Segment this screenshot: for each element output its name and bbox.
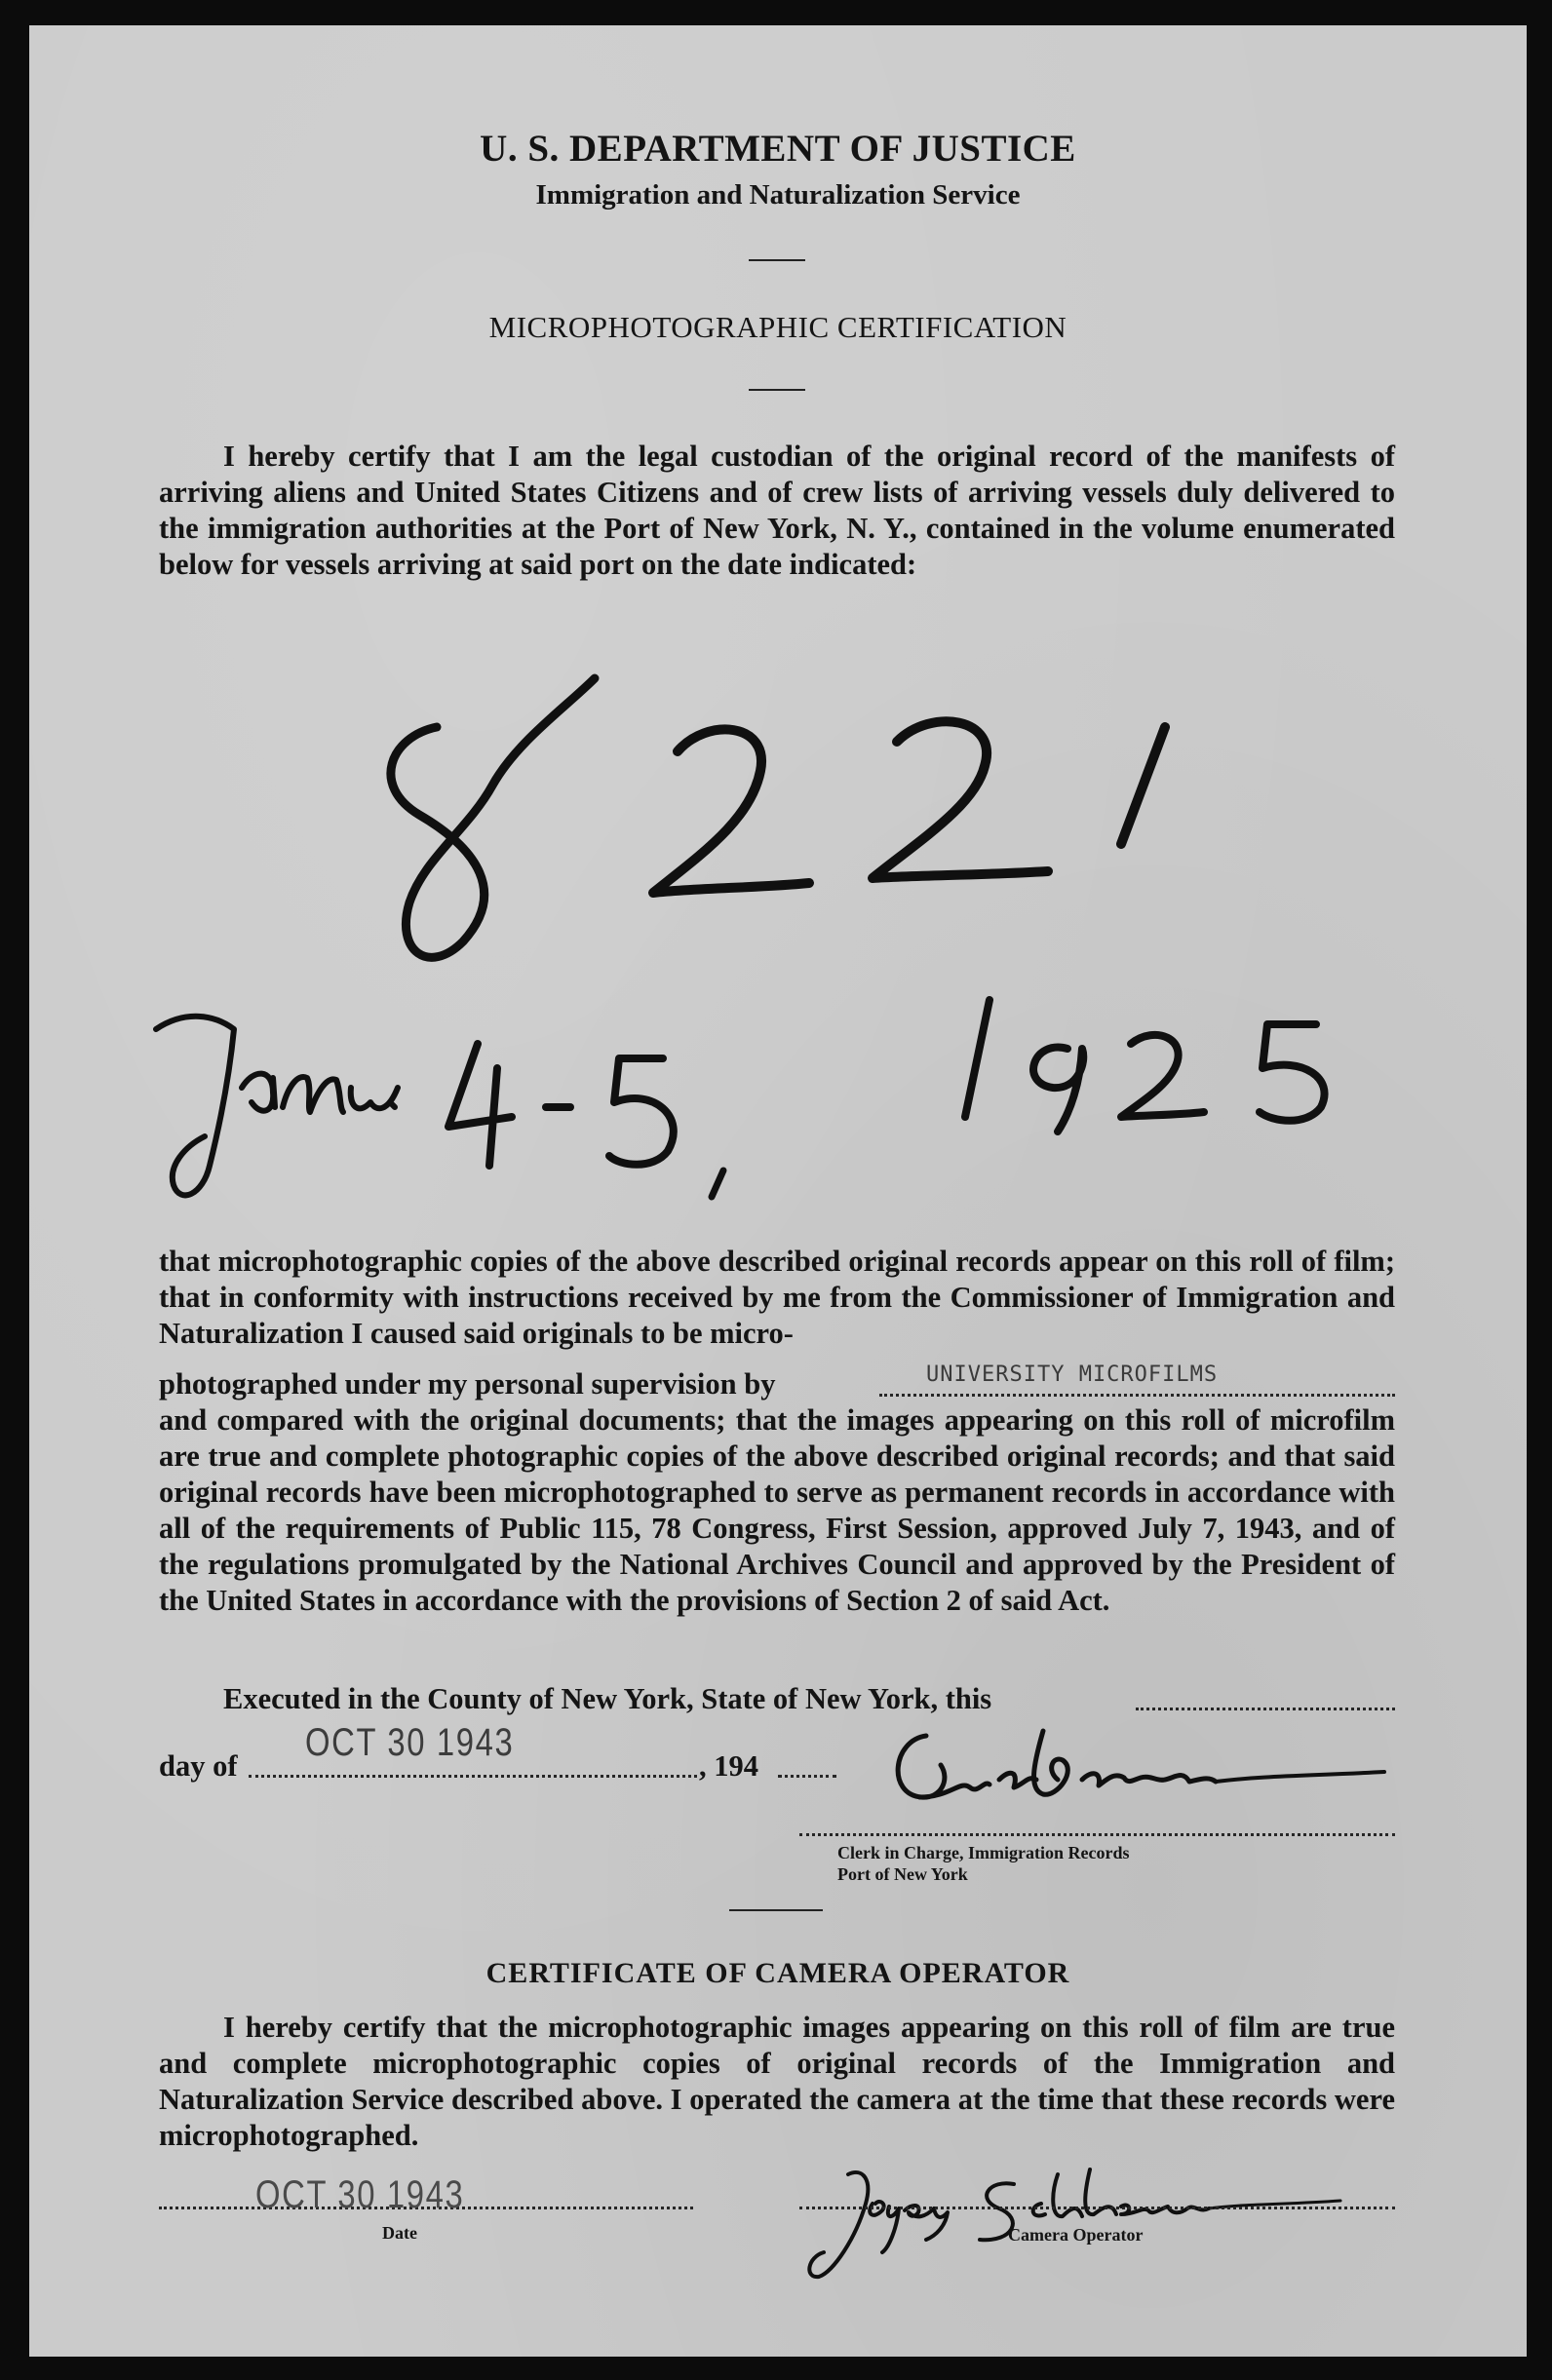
clerk-signature-line xyxy=(799,1833,1395,1836)
supervision-prefix: photographed under my personal supervision by xyxy=(159,1367,776,1401)
certification-title: MICROPHOTOGRAPHIC CERTIFICATION xyxy=(488,310,1067,344)
handwritten-date xyxy=(127,971,1394,1224)
day-of-dotted-line xyxy=(249,1775,697,1778)
section-divider xyxy=(749,389,805,391)
clerk-title-line2: Port of New York xyxy=(837,1864,968,1884)
camera-operator-signature-line xyxy=(799,2207,1395,2209)
executed-dotted-line xyxy=(1136,1708,1395,1710)
service-subtitle: Immigration and Naturalization Service xyxy=(535,179,1021,211)
year-dotted-line xyxy=(778,1775,836,1778)
day-of-stamp: OCT 30 1943 xyxy=(305,1721,515,1764)
camera-section-divider xyxy=(729,1909,823,1911)
year-prefix: , 194 xyxy=(699,1749,758,1783)
certificate-sheet xyxy=(29,25,1527,2357)
camera-operator-signature xyxy=(780,2150,1365,2286)
operator-date-stamp: OCT 30 1943 xyxy=(255,2173,465,2216)
certification-intro: I hereby certify that I am the legal custodian of the original record of the manifests of arriving aliens and United States Citizens and of crew lists of arriving vessels duly delivered to the immigration authorities at the Port of New York, N. Y., contained in the volume enumerated below for vessels arriving at said port on the date indicated: xyxy=(159,440,1395,581)
camera-operator-text: I hereby certify that the microphotographic images appearing on this roll of film are true and complete microphotographic copies of original records of the Immigration and Naturalization Service described above. I operated the camera at the time that these records were microphotographed. xyxy=(159,2011,1395,2152)
camera-operator-title: CERTIFICATE OF CAMERA OPERATOR xyxy=(485,1957,1070,1989)
day-of-label: day of xyxy=(159,1749,238,1783)
operator-date-label: Date xyxy=(382,2223,417,2243)
clerk-signature xyxy=(873,1711,1399,1819)
handwritten-volume-number xyxy=(351,649,1209,980)
certification-body-part2: and compared with the original documents; that the images appearing on this roll of microfilm are true and complete photographic copies of the above described original records; and that said original records have been microphotographed to serve as permanent records in accordance with all of the requirements of Public 115, 78 Congress, First Session, approved July 7, 1943, and of the regulations promulgated by the National Archives Council and approved by the President of the United States in accordance with the provisions of Section 2 of said Act. xyxy=(159,1403,1395,1617)
camera-operator-label: Camera Operator xyxy=(1008,2225,1144,2245)
clerk-title-line1: Clerk in Charge, Immigration Records xyxy=(837,1843,1130,1862)
supervision-dotted-line xyxy=(879,1394,1395,1397)
supervision-value: UNIVERSITY MICROFILMS xyxy=(926,1363,1219,1387)
certification-body-part1: that microphotographic copies of the above described original records appear on this roll of film; that in conformity with instructions received by me from the Commissioner of Immigration and Naturalization I caused said originals to be micro- xyxy=(159,1245,1395,1350)
header-divider xyxy=(749,259,805,261)
department-title: U. S. DEPARTMENT OF JUSTICE xyxy=(480,128,1076,170)
executed-text: Executed in the County of New York, State of New York, this xyxy=(223,1682,992,1715)
